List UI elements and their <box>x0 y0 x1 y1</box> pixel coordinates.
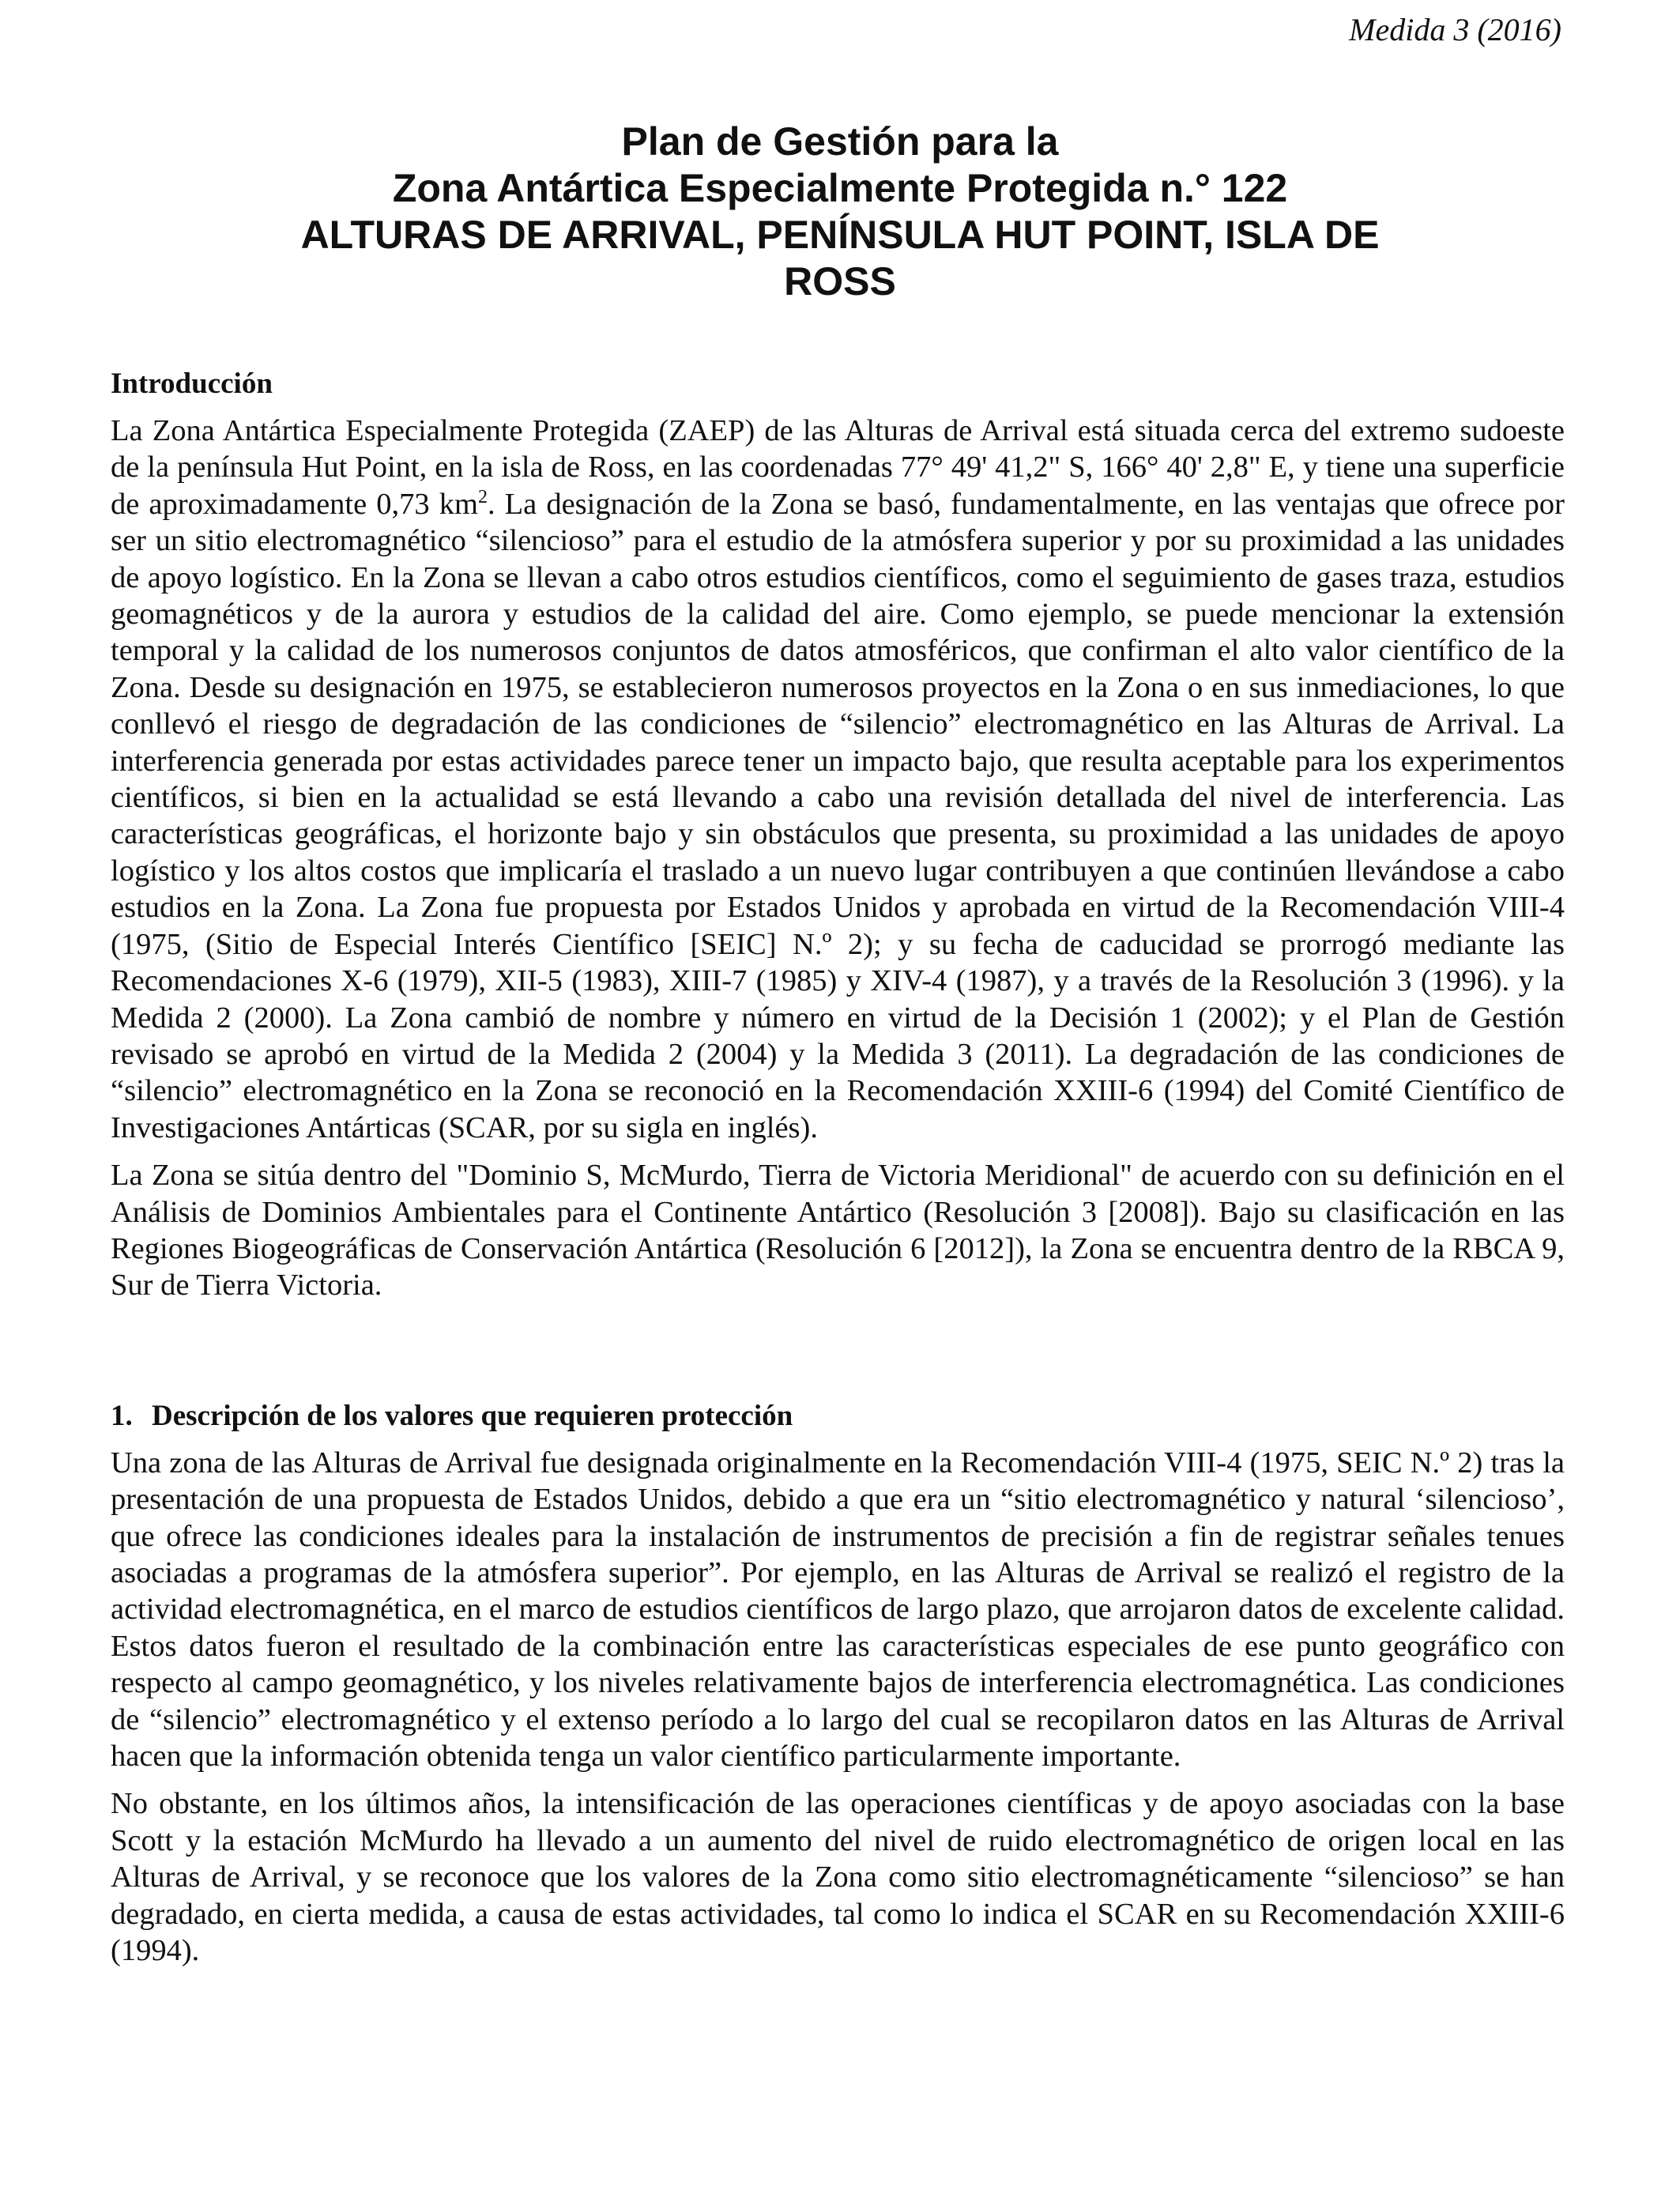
superscript-2: 2 <box>477 486 488 507</box>
section-1-heading <box>111 1397 1565 1435</box>
title-line-1: Plan de Gestión para la <box>621 119 1059 164</box>
section-1-paragraph-1: Una zona de las Alturas de Arrival fue designada originalmente en la Recomendación VIII-4 (1975, SEIC N.º 2) tras la presentación de una propuesta de Estados Unidos, debido a que era un “sitio electromagnético y natural ‘silencioso’, que ofrece las condiciones ideales para la instalación de instrumentos de precisión a fin de registrar señales tenues asociadas a programas de la atmósfera superior”. Por ejemplo, en las Alturas de Arrival se realizó el registro de la actividad electromagnética, en el marco de estudios científicos de largo plazo, que arrojaron datos de excelente calidad. Estos datos fueron el resultado de la combinación entre las características especiales de ese punto geográfico con respecto al campo geomagnético, y los niveles relativamente bajos de interferencia electromagnética. Las condiciones de “silencio” electromagnético y el extenso período a lo largo del cual se recopilaron datos en las Alturas de Arrival hacen que la información obtenida tenga un valor científico particularmente importante. <box>111 1446 1565 1773</box>
introduction-heading: Introducción <box>111 368 273 400</box>
section-1-number: 1. <box>111 1399 133 1432</box>
section-1-paragraph-2: No obstante, en los últimos años, la intensificación de las operaciones científicas y de apoyo asociadas con la base Scott y la estación McMurdo ha llevado a un aumento del nivel de ruido electromagnético de origen local en las Alturas de Arrival, y se reconoce que los valores de la Zona como sitio electromagnéticamente “silencioso” se han degradado, en cierta medida, a causa de estas actividades, tal como lo indica el SCAR en su Recomendación XXIII-6 (1994). <box>111 1787 1565 1968</box>
title-line-4: ROSS <box>784 259 896 303</box>
measure-reference: Medida 3 (2016) <box>1349 12 1561 47</box>
title-line-3: ALTURAS DE ARRIVAL, PENÍNSULA HUT POINT, ISLA DE <box>300 213 1380 257</box>
document-body <box>111 365 1565 1969</box>
intro-p1-text-a: La Zona Antártica Especialmente Protegida (ZAEP) de las Alturas de Arrival está situada cerca del extremo sudoeste de la península Hut Point, en la isla de Ross, en las coordenadas 77° 49' 41,2" S, 166° 40' 2,8" E, y tiene una superficie de aproximadamente 0,73 km <box>111 414 1565 521</box>
section-1-title: Descripción de los valores que requieren protección <box>152 1399 793 1432</box>
intro-p1-text-b: . La designación de la Zona se basó, fundamentalmente, en las ventajas que ofrece por ser un sitio electromagnético “silencioso” para el estudio de la atmósfera superior y por su proximidad a las unidades de apoyo logístico. En la Zona se llevan a cabo otros estudios científicos, como el seguimiento de gases traza, estudios geomagnéticos y de la aurora y estudios de la calidad del aire. Como ejemplo, se puede mencionar la extensión temporal y la calidad de los numerosos conjuntos de datos atmosféricos, que confirman el alto valor científico de la Zona. Desde su designación en 1975, se establecieron numerosos proyectos en la Zona o en sus inmediaciones, lo que conllevó el riesgo de degradación de las condiciones de “silencio” electromagnético en las Alturas de Arrival. La interferencia generada por estas actividades parece tener un impacto bajo, que resulta aceptable para los experimentos científicos, si bien en la actualidad se está llevando a cabo una revisión detallada del nivel de interferencia. Las características geográficas, el horizonte bajo y sin obstáculos que presenta, su proximidad a las unidades de apoyo logístico y los altos costos que implicaría el traslado a un nuevo lugar contribuyen a que continúen llevándose a cabo estudios en la Zona. La Zona fue propuesta por Estados Unidos y aprobada en virtud de la Recomendación VIII-4 (1975, (Sitio de Especial Interés Científico [SEIC] N.º 2); y su fecha de caducidad se prorrogó mediante las Recomendaciones X-6 (1979), XII-5 (1983), XIII-7 (1985) y XIV-4 (1987), y a través de la Resolución 3 (1996). y la Medida 2 (2000). La Zona cambió de nombre y número en virtud de la Decisión 1 (2002); y el Plan de Gestión revisado se aprobó en virtud de la Medida 2 (2004) y la Medida 3 (2011). La degradación de las condiciones de “silencio” electromagnético en la Zona se reconoció en la Recomendación XXIII-6 (1994) del Comité Científico de Investigaciones Antárticas (SCAR, por su sigla en inglés). <box>111 487 1565 1144</box>
document-title <box>126 119 1554 305</box>
title-line-2: Zona Antártica Especialmente Protegida n.° 122 <box>392 166 1288 210</box>
introduction-paragraph-2: La Zona se sitúa dentro del "Dominio S, McMurdo, Tierra de Victoria Meridional" de acuerdo con su definición en el Análisis de Dominios Ambientales para el Continente Antártico (Resolución 3 [2008]). Bajo su clasificación en las Regiones Biogeográficas de Conservación Antártica (Resolución 6 [2012]), la Zona se encuentra dentro de la RBCA 9, Sur de Tierra Victoria. <box>111 1159 1565 1302</box>
introduction-paragraph-1 <box>111 413 1565 1146</box>
